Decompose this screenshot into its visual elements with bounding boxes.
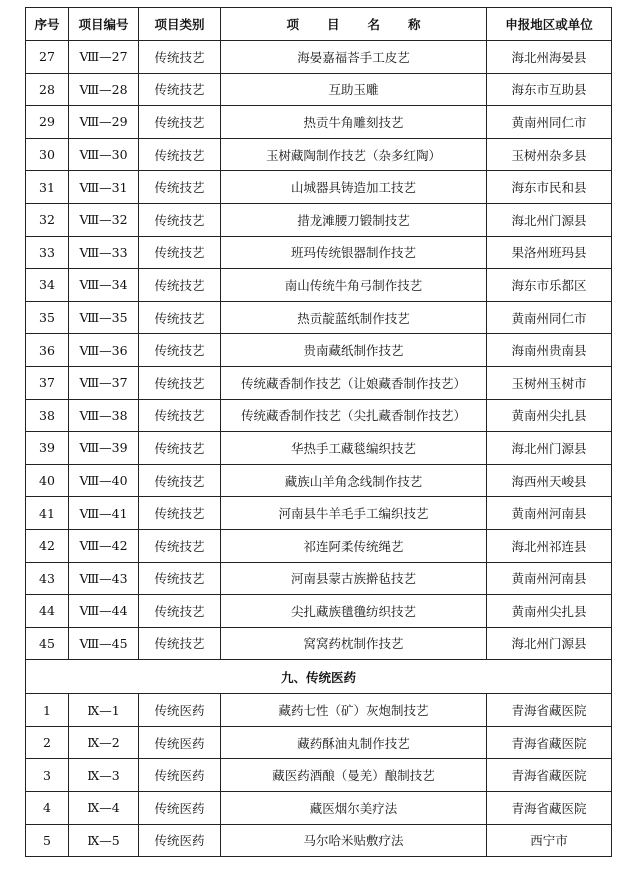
cell-serial: 37 xyxy=(26,366,69,399)
cell-project-name: 南山传统牛角弓制作技艺 xyxy=(221,269,487,302)
table-row xyxy=(26,497,612,530)
cell-serial: 35 xyxy=(26,301,69,334)
cell-category: 传统医药 xyxy=(139,694,221,727)
cell-project-name: 热贡牛角雕刻技艺 xyxy=(221,106,487,139)
cell-project-name: 河南县牛羊毛手工编织技艺 xyxy=(221,497,487,530)
cell-region: 黄南州同仁市 xyxy=(487,301,612,334)
cell-region: 海西州天峻县 xyxy=(487,464,612,497)
cell-region: 黄南州河南县 xyxy=(487,562,612,595)
cell-serial: 44 xyxy=(26,595,69,628)
cell-category: 传统医药 xyxy=(139,759,221,792)
cell-category: 传统技艺 xyxy=(139,432,221,465)
section-title: 九、传统医药 xyxy=(26,660,612,694)
cell-serial: 42 xyxy=(26,529,69,562)
cell-serial: 39 xyxy=(26,432,69,465)
cell-category: 传统技艺 xyxy=(139,301,221,334)
table-row xyxy=(26,399,612,432)
cell-project-code: Ⅷ—40 xyxy=(69,464,139,497)
table-row xyxy=(26,301,612,334)
cell-project-name: 窝窝药枕制作技艺 xyxy=(221,627,487,660)
table-row xyxy=(26,726,612,759)
cell-region: 海北州祁连县 xyxy=(487,529,612,562)
table-row xyxy=(26,203,612,236)
cell-project-name: 马尔哈米贴敷疗法 xyxy=(221,824,487,857)
cell-project-code: Ⅸ—4 xyxy=(69,792,139,825)
cell-project-code: Ⅷ—33 xyxy=(69,236,139,269)
table-row xyxy=(26,759,612,792)
cell-serial: 33 xyxy=(26,236,69,269)
cell-region: 海北州海晏县 xyxy=(487,41,612,74)
cell-project-code: Ⅷ—35 xyxy=(69,301,139,334)
cell-category: 传统技艺 xyxy=(139,171,221,204)
cell-serial: 27 xyxy=(26,41,69,74)
cell-project-code: Ⅷ—43 xyxy=(69,562,139,595)
cell-project-name: 华热手工藏毯编织技艺 xyxy=(221,432,487,465)
cell-category: 传统技艺 xyxy=(139,595,221,628)
table-row xyxy=(26,432,612,465)
cell-project-code: Ⅷ—32 xyxy=(69,203,139,236)
cell-region: 海东市民和县 xyxy=(487,171,612,204)
cell-region: 黄南州同仁市 xyxy=(487,106,612,139)
cell-project-code: Ⅷ—31 xyxy=(69,171,139,204)
header-category: 项目类别 xyxy=(139,8,221,41)
cell-region: 海东市互助县 xyxy=(487,73,612,106)
cell-project-name: 海晏嘉福荅手工皮艺 xyxy=(221,41,487,74)
header-row xyxy=(26,8,612,41)
section-row xyxy=(26,660,612,694)
cell-project-name: 贵南藏纸制作技艺 xyxy=(221,334,487,367)
table-row xyxy=(26,595,612,628)
cell-project-name: 尖扎藏族氆氇纺织技艺 xyxy=(221,595,487,628)
cell-category: 传统技艺 xyxy=(139,497,221,530)
cell-region: 黄南州尖扎县 xyxy=(487,399,612,432)
cell-region: 青海省藏医院 xyxy=(487,792,612,825)
cell-region: 青海省藏医院 xyxy=(487,759,612,792)
table-row xyxy=(26,464,612,497)
cell-category: 传统技艺 xyxy=(139,73,221,106)
table-row xyxy=(26,562,612,595)
cell-region: 青海省藏医院 xyxy=(487,726,612,759)
cell-project-name: 藏药七性（矿）灰炮制技艺 xyxy=(221,694,487,727)
cell-project-code: Ⅷ—42 xyxy=(69,529,139,562)
cell-project-code: Ⅷ—44 xyxy=(69,595,139,628)
table-row xyxy=(26,529,612,562)
cell-project-code: Ⅷ—39 xyxy=(69,432,139,465)
cell-project-name: 传统藏香制作技艺（尖扎藏香制作技艺） xyxy=(221,399,487,432)
table-row xyxy=(26,73,612,106)
cell-serial: 4 xyxy=(26,792,69,825)
cell-project-code: Ⅷ—30 xyxy=(69,138,139,171)
cell-serial: 5 xyxy=(26,824,69,857)
cell-serial: 2 xyxy=(26,726,69,759)
table-row xyxy=(26,269,612,302)
cell-project-code: Ⅸ—1 xyxy=(69,694,139,727)
cell-category: 传统技艺 xyxy=(139,627,221,660)
cell-region: 黄南州河南县 xyxy=(487,497,612,530)
table-row xyxy=(26,824,612,857)
cell-category: 传统技艺 xyxy=(139,366,221,399)
cell-region: 玉树州玉树市 xyxy=(487,366,612,399)
table-row xyxy=(26,694,612,727)
cell-project-name: 祁连阿柔传统绳艺 xyxy=(221,529,487,562)
table-row xyxy=(26,334,612,367)
table-row xyxy=(26,138,612,171)
table-row xyxy=(26,627,612,660)
cell-project-code: Ⅸ—2 xyxy=(69,726,139,759)
cell-category: 传统技艺 xyxy=(139,236,221,269)
cell-category: 传统技艺 xyxy=(139,334,221,367)
cell-region: 海南州贵南县 xyxy=(487,334,612,367)
cell-project-code: Ⅷ—27 xyxy=(69,41,139,74)
cell-serial: 31 xyxy=(26,171,69,204)
cell-serial: 45 xyxy=(26,627,69,660)
cell-category: 传统技艺 xyxy=(139,138,221,171)
cell-serial: 32 xyxy=(26,203,69,236)
cell-serial: 30 xyxy=(26,138,69,171)
cell-project-name: 藏医烟尔美疗法 xyxy=(221,792,487,825)
cell-project-name: 山城器具铸造加工技艺 xyxy=(221,171,487,204)
cell-project-code: Ⅷ—28 xyxy=(69,73,139,106)
cell-category: 传统技艺 xyxy=(139,562,221,595)
cell-category: 传统技艺 xyxy=(139,106,221,139)
cell-project-name: 玉树藏陶制作技艺（杂多红陶） xyxy=(221,138,487,171)
cell-region: 海东市乐都区 xyxy=(487,269,612,302)
table-row xyxy=(26,366,612,399)
cell-project-code: Ⅷ—38 xyxy=(69,399,139,432)
cell-project-code: Ⅷ—36 xyxy=(69,334,139,367)
cell-project-name: 热贡靛蓝纸制作技艺 xyxy=(221,301,487,334)
cell-region: 海北州门源县 xyxy=(487,432,612,465)
cell-project-code: Ⅷ—41 xyxy=(69,497,139,530)
cell-serial: 1 xyxy=(26,694,69,727)
cell-project-code: Ⅷ—29 xyxy=(69,106,139,139)
cell-project-name: 藏族山羊角念线制作技艺 xyxy=(221,464,487,497)
cell-category: 传统医药 xyxy=(139,726,221,759)
cell-region: 青海省藏医院 xyxy=(487,694,612,727)
cell-category: 传统技艺 xyxy=(139,464,221,497)
cell-region: 西宁市 xyxy=(487,824,612,857)
cell-category: 传统技艺 xyxy=(139,529,221,562)
cell-serial: 38 xyxy=(26,399,69,432)
cell-project-code: Ⅷ—37 xyxy=(69,366,139,399)
cell-project-code: Ⅷ—45 xyxy=(69,627,139,660)
cell-category: 传统技艺 xyxy=(139,203,221,236)
cell-category: 传统技艺 xyxy=(139,399,221,432)
cell-project-name: 互助玉雕 xyxy=(221,73,487,106)
cell-project-name: 班玛传统银器制作技艺 xyxy=(221,236,487,269)
cell-serial: 3 xyxy=(26,759,69,792)
cell-region: 海北州门源县 xyxy=(487,203,612,236)
cell-region: 海北州门源县 xyxy=(487,627,612,660)
header-project-name: 项目名称 xyxy=(221,8,487,41)
cell-serial: 34 xyxy=(26,269,69,302)
table-row xyxy=(26,106,612,139)
header-region: 申报地区或单位 xyxy=(487,8,612,41)
cell-serial: 29 xyxy=(26,106,69,139)
cell-serial: 43 xyxy=(26,562,69,595)
cell-category: 传统医药 xyxy=(139,824,221,857)
cell-project-name: 藏药酥油丸制作技艺 xyxy=(221,726,487,759)
cell-region: 果洛州班玛县 xyxy=(487,236,612,269)
table-body xyxy=(26,41,612,857)
cell-category: 传统医药 xyxy=(139,792,221,825)
cell-project-code: Ⅸ—5 xyxy=(69,824,139,857)
cell-region: 玉树州杂多县 xyxy=(487,138,612,171)
cell-project-code: Ⅸ—3 xyxy=(69,759,139,792)
table-row xyxy=(26,792,612,825)
cell-serial: 41 xyxy=(26,497,69,530)
cell-project-code: Ⅷ—34 xyxy=(69,269,139,302)
heritage-list-table xyxy=(25,7,612,857)
header-serial: 序号 xyxy=(26,8,69,41)
table-row xyxy=(26,236,612,269)
cell-project-name: 措龙滩腰刀锻制技艺 xyxy=(221,203,487,236)
cell-project-name: 传统藏香制作技艺（让娘藏香制作技艺） xyxy=(221,366,487,399)
cell-region: 黄南州尖扎县 xyxy=(487,595,612,628)
cell-serial: 40 xyxy=(26,464,69,497)
header-project-code: 项目编号 xyxy=(69,8,139,41)
cell-category: 传统技艺 xyxy=(139,269,221,302)
table-row xyxy=(26,41,612,74)
cell-serial: 36 xyxy=(26,334,69,367)
cell-category: 传统技艺 xyxy=(139,41,221,74)
cell-project-name: 河南县蒙古族擀毡技艺 xyxy=(221,562,487,595)
table-row xyxy=(26,171,612,204)
cell-serial: 28 xyxy=(26,73,69,106)
cell-project-name: 藏医药酒酿（曼羌）酿制技艺 xyxy=(221,759,487,792)
